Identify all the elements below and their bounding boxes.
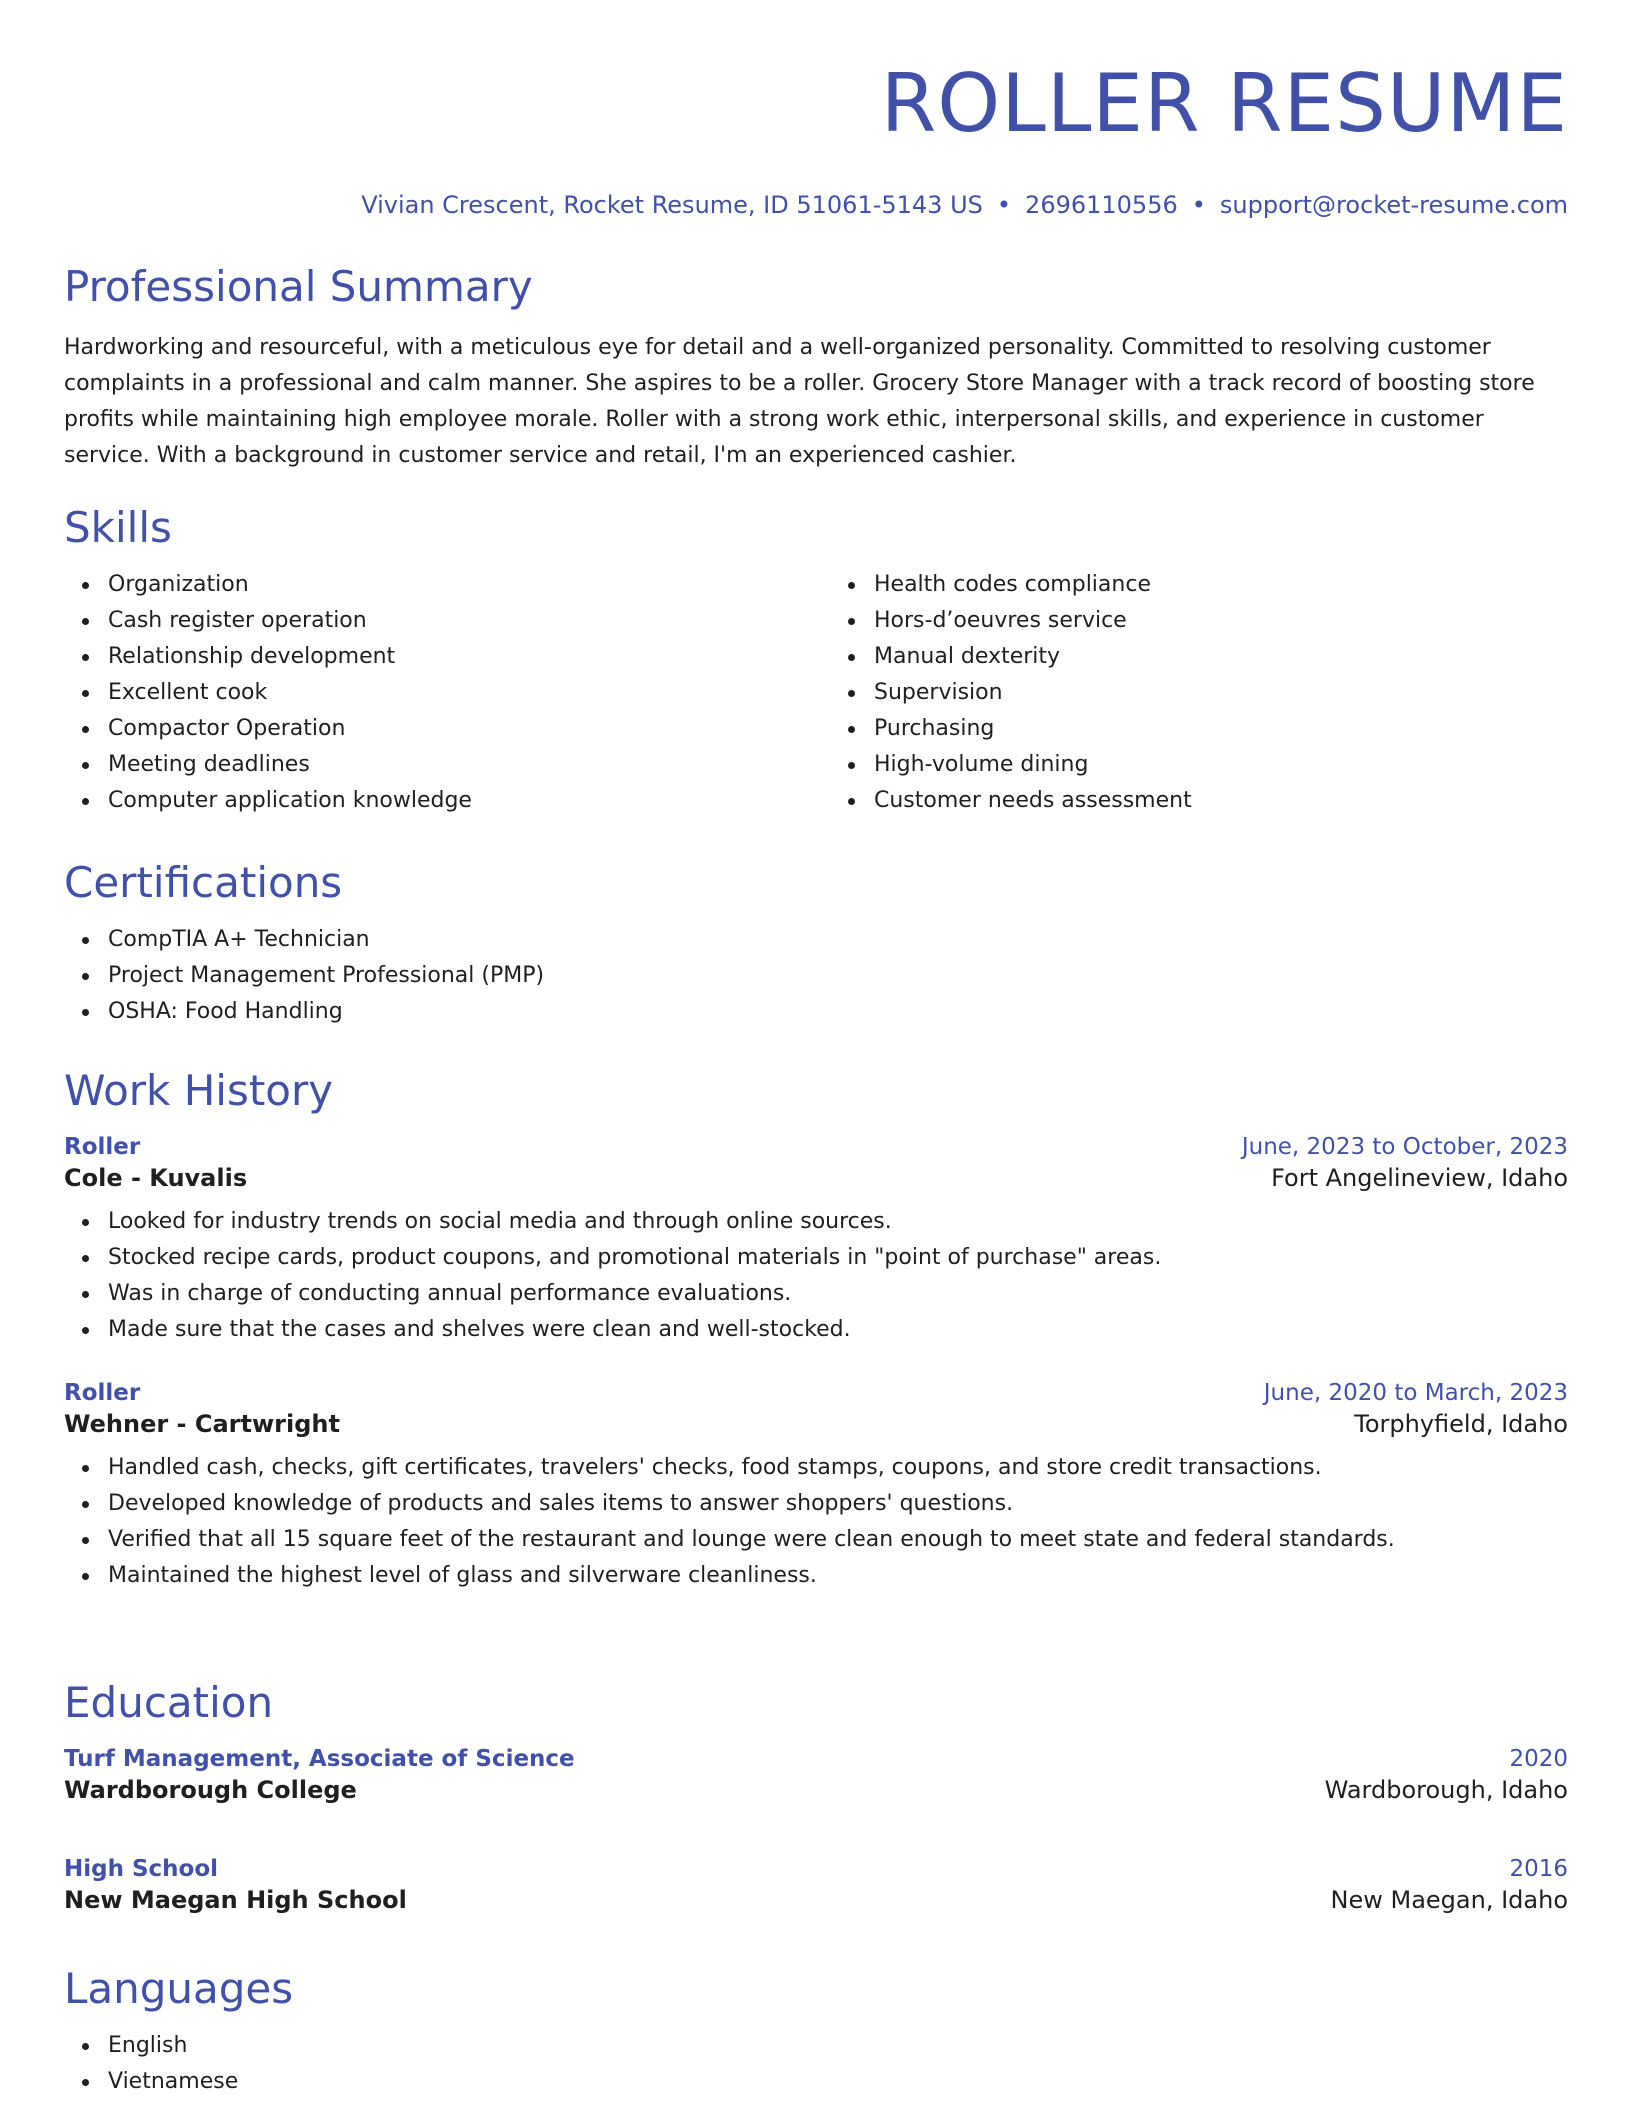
job-entry (64, 1132, 1568, 1348)
degree-name: Turf Management, Associate of Science (64, 1746, 575, 1772)
list-item: Purchasing (874, 711, 1568, 747)
list-item: Supervision (874, 675, 1568, 711)
contact-phone: 2696110556 (1025, 191, 1178, 219)
work-history-section (64, 1066, 1568, 1594)
languages-list (64, 2028, 1568, 2100)
summary-heading: Professional Summary (64, 262, 533, 311)
degree-year: 2020 (1509, 1746, 1568, 1772)
summary-section (64, 262, 1568, 474)
school-location: Wardborough, Idaho (1324, 1776, 1568, 1804)
list-item: High-volume dining (874, 747, 1568, 783)
list-item: OSHA: Food Handling (108, 994, 1568, 1030)
contact-separator: • (1191, 191, 1206, 219)
school-location: New Maegan, Idaho (1330, 1886, 1568, 1914)
list-item: Excellent cook (108, 675, 816, 711)
list-item: Was in charge of conducting annual performance evaluations. (108, 1276, 1568, 1312)
degree-row (64, 1744, 1568, 1774)
skills-list-right (816, 567, 1568, 819)
job-location: Torphyfield, Idaho (1354, 1410, 1568, 1438)
certifications-list (64, 922, 1568, 1030)
job-dates: June, 2020 to March, 2023 (1263, 1380, 1568, 1406)
contact-email[interactable]: support@rocket-resume.com (1219, 191, 1568, 219)
school-name: Wardborough College (64, 1776, 357, 1804)
education-entry (64, 1744, 1568, 1806)
degree-name: High School (64, 1856, 219, 1882)
resume-header (64, 0, 1568, 220)
list-item: Made sure that the cases and shelves were clean and well-stocked. (108, 1312, 1568, 1348)
list-item: English (108, 2028, 1568, 2064)
job-title-row (64, 1378, 1568, 1408)
job-location: Fort Angelineview, Idaho (1271, 1164, 1568, 1192)
job-dates: June, 2023 to October, 2023 (1241, 1134, 1568, 1160)
school-name: New Maegan High School (64, 1886, 407, 1914)
list-item: Developed knowledge of products and sales items to answer shoppers' questions. (108, 1486, 1568, 1522)
job-role: Roller (64, 1134, 141, 1160)
certifications-heading: Certifications (64, 858, 343, 907)
skills-columns (64, 553, 1568, 819)
resume-name: ROLLER RESUME (880, 57, 1568, 150)
list-item: Meeting deadlines (108, 747, 816, 783)
skills-section (64, 503, 1568, 819)
job-bullets (64, 1204, 1568, 1348)
degree-row (64, 1854, 1568, 1884)
job-company-row (64, 1162, 1568, 1194)
education-entry (64, 1854, 1568, 1916)
list-item: Project Management Professional (PMP) (108, 958, 1568, 994)
list-item: Computer application knowledge (108, 783, 816, 819)
list-item: Looked for industry trends on social media and through online sources. (108, 1204, 1568, 1240)
education-section (64, 1678, 1568, 1916)
list-item: Compactor Operation (108, 711, 816, 747)
list-item: Relationship development (108, 639, 816, 675)
list-item: Hors-d’oeuvres service (874, 603, 1568, 639)
list-item: Customer needs assessment (874, 783, 1568, 819)
job-company-row (64, 1408, 1568, 1440)
contact-line (64, 190, 1568, 220)
list-item: Vietnamese (108, 2064, 1568, 2100)
school-row (64, 1774, 1568, 1806)
list-item: Manual dexterity (874, 639, 1568, 675)
job-entry (64, 1378, 1568, 1594)
job-title-row (64, 1132, 1568, 1162)
list-item: Stocked recipe cards, product coupons, and promotional materials in "point of purchase" areas. (108, 1240, 1568, 1276)
school-row (64, 1884, 1568, 1916)
job-company: Cole - Kuvalis (64, 1164, 248, 1192)
skills-heading: Skills (64, 503, 172, 552)
languages-section (64, 1964, 1568, 2100)
job-role: Roller (64, 1380, 141, 1406)
list-item: CompTIA A+ Technician (108, 922, 1568, 958)
degree-year: 2016 (1509, 1856, 1568, 1882)
work-history-heading: Work History (64, 1066, 334, 1115)
contact-address: Vivian Crescent, Rocket Resume, ID 51061-5143 US (361, 191, 983, 219)
list-item: Cash register operation (108, 603, 816, 639)
job-company: Wehner - Cartwright (64, 1410, 340, 1438)
contact-separator: • (996, 191, 1012, 219)
skills-list-left (64, 567, 816, 819)
education-heading: Education (64, 1678, 274, 1727)
list-item: Health codes compliance (874, 567, 1568, 603)
summary-text: Hardworking and resourceful, with a meticulous eye for detail and a well-organized personality. Committed to resolving customer complaints in a professional and calm manner. She aspires to be a roller. Grocery Store Manager with a track record of boosting store profits while maintaining high employee morale. Roller with a strong work ethic, interpersonal skills, and experience in customer service. With a background in customer service and retail, I'm an experienced cashier. (64, 335, 1535, 468)
certifications-section (64, 858, 1568, 1030)
list-item: Handled cash, checks, gift certificates, travelers' checks, food stamps, coupons, and store credit transactions. (108, 1450, 1568, 1486)
languages-heading: Languages (64, 1964, 294, 2013)
list-item: Organization (108, 567, 816, 603)
job-bullets (64, 1450, 1568, 1594)
list-item: Verified that all 15 square feet of the restaurant and lounge were clean enough to meet state and federal standards. (108, 1522, 1568, 1558)
list-item: Maintained the highest level of glass and silverware cleanliness. (108, 1558, 1568, 1594)
